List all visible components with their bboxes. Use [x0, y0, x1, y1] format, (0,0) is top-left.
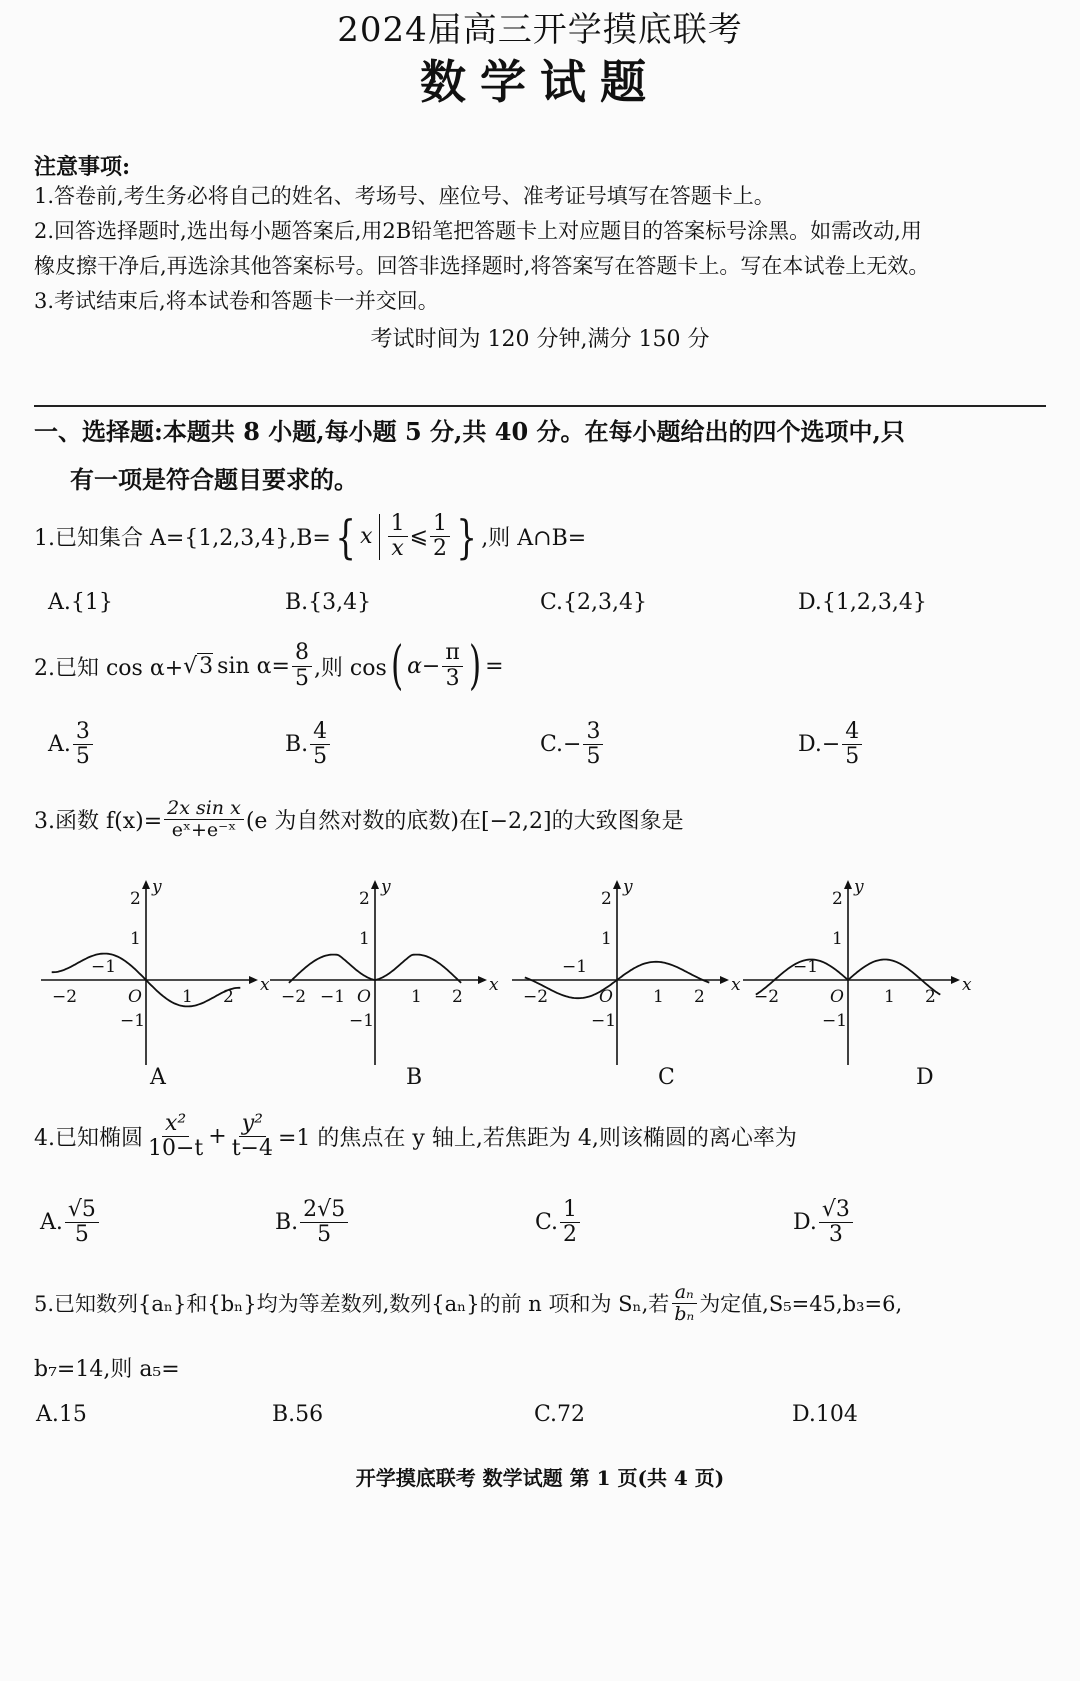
q2-d-frac: [842, 720, 862, 769]
q2-d-num: 4: [842, 720, 862, 745]
tick-x1-d: 1: [884, 987, 895, 1007]
q4-suffix: =1 的焦点在 y 轴上,若焦距为 4,则该椭圆的离心率为: [278, 1126, 797, 1152]
question-5-line-2: b₇=14,则 a₅=: [34, 1357, 180, 1382]
y-axis-label-d: y: [854, 877, 864, 897]
notes-heading: 注意事项:: [34, 154, 131, 180]
right-paren: ): [468, 636, 482, 696]
q2-a-frac: [73, 720, 93, 769]
tick-y2-c: 2: [601, 889, 612, 909]
q2-a-label: A.: [48, 732, 71, 758]
q5-option-c[interactable]: C.72: [534, 1402, 586, 1427]
q5-option-d[interactable]: D.104: [792, 1402, 858, 1427]
q4-c-den: 2: [563, 1222, 578, 1248]
tick-ym1-d: −1: [822, 1011, 848, 1031]
q3-frac: [164, 798, 244, 841]
q3-suffix: (e 为自然对数的底数)在[−2,2]的大致图象是: [245, 808, 684, 834]
exam-title: 2024届高三开学摸底联考: [337, 10, 743, 50]
x-axis-label-a: x: [260, 975, 270, 995]
q4-frac-2-den: t−4: [231, 1136, 273, 1162]
q2-b-den: 5: [313, 744, 328, 770]
q4-prefix: 4.已知椭圆: [34, 1126, 143, 1152]
origin-label-c: O: [599, 987, 613, 1007]
question-5: [34, 1282, 902, 1325]
q2-c-num: 3: [583, 720, 603, 745]
q4-a-frac: [65, 1198, 99, 1247]
note-line-1: 1.答卷前,考生务必将自己的姓名、考场号、座位号、准考证号填写在答题卡上。: [34, 184, 775, 208]
q4-b-label: B.: [275, 1210, 299, 1236]
q4-frac-2: [229, 1112, 276, 1161]
q4-a-label: A.: [40, 1210, 63, 1236]
q2-a-den: 5: [75, 744, 90, 770]
exam-time-line: 考试时间为 120 分钟,满分 150 分: [370, 327, 710, 352]
q4-frac-1-den: 10−t: [148, 1136, 204, 1162]
note-line-3: 橡皮擦干净后,再选涂其他答案标号。回答非选择题时,将答案写在答题卡上。写在本试卷上无效。: [34, 254, 930, 278]
q2-frac-num: 8: [292, 641, 312, 666]
section-heading-line-1: 一、选择题:本题共 8 小题,每小题 5 分,共 40 分。在每小题给出的四个选项中,只: [34, 417, 905, 446]
tick-xm1-a: −1: [91, 957, 117, 977]
q2-tail: =: [485, 653, 504, 679]
q4-plus: +: [208, 1124, 227, 1150]
q1-option-a[interactable]: A.{1}: [48, 590, 113, 615]
subject-title: 数学试题: [420, 55, 660, 109]
tick-ym1-c: −1: [591, 1011, 617, 1031]
question-1: [34, 509, 587, 564]
tick-xm2-b: −2: [281, 987, 307, 1007]
page-footer: 开学摸底联考 数学试题 第 1 页(共 4 页): [355, 1466, 725, 1490]
q2-option-d[interactable]: [798, 720, 864, 769]
q2-a-num: 3: [73, 720, 93, 745]
q3-frac-den: eˣ+e⁻ˣ: [171, 818, 237, 841]
tick-xm1-c: −1: [562, 957, 588, 977]
q4-option-c[interactable]: [535, 1198, 582, 1247]
q4-option-d[interactable]: [793, 1198, 855, 1247]
x-arrow-b: [478, 976, 487, 984]
tick-x2-b: 2: [452, 987, 463, 1007]
tick-x1-b: 1: [411, 987, 422, 1007]
q1-option-d[interactable]: D.{1,2,3,4}: [798, 590, 927, 615]
q4-a-den: 5: [74, 1222, 89, 1248]
q4-frac-1-num: x²: [162, 1112, 189, 1137]
y-arrow-c: [613, 880, 621, 889]
tick-xm2-c: −2: [523, 987, 549, 1007]
q4-a-num: √5: [65, 1198, 99, 1223]
q2-pi-frac: [442, 641, 462, 690]
note-line-4: 3.考试结束后,将本试卷和答题卡一并交回。: [34, 289, 439, 313]
q2-c-label: C.: [540, 732, 564, 758]
q2-b-num: 4: [310, 720, 330, 745]
section-heading-line-2: 有一项是符合题目要求的。: [70, 465, 358, 494]
graph-label-b[interactable]: B: [406, 1065, 423, 1090]
x-axis-label-d: x: [962, 975, 972, 995]
q4-b-den: 5: [317, 1222, 332, 1248]
graph-label-d[interactable]: D: [916, 1065, 934, 1090]
tick-x1-c: 1: [653, 987, 664, 1007]
y-arrow-a: [142, 880, 150, 889]
x-axis-label-b: x: [489, 975, 499, 995]
q4-d-label: D.: [793, 1210, 817, 1236]
tick-x2-a: 2: [223, 987, 234, 1007]
question-3: [34, 798, 684, 841]
q4-option-b[interactable]: [275, 1198, 350, 1247]
q1-prefix: 1.已知集合 A={1,2,3,4},B=: [34, 526, 331, 552]
tick-y1-a: 1: [130, 929, 141, 949]
tick-y1-b: 1: [359, 929, 370, 949]
q2-d-sign: −: [821, 732, 841, 758]
q4-frac-2-num: y²: [239, 1112, 266, 1137]
q2-b-frac: [310, 720, 330, 769]
q2-sqrt: 3: [199, 654, 214, 679]
x-axis-label-c: x: [731, 975, 741, 995]
q4-d-num: √3: [819, 1198, 853, 1223]
y-axis-label-b: y: [381, 877, 391, 897]
q1-frac-1: [388, 512, 408, 561]
tick-x1-a: 1: [182, 987, 193, 1007]
q4-c-frac: [560, 1198, 580, 1247]
q2-mid: sin α=: [217, 653, 290, 679]
right-brace: }: [456, 509, 477, 564]
q1-var-x: x: [360, 524, 373, 550]
q1-frac-1-num: 1: [388, 512, 408, 537]
tick-y2-b: 2: [359, 889, 370, 909]
q2-pi-num: π: [442, 641, 462, 666]
q1-frac-2-den: 2: [433, 536, 448, 562]
sqrt-sign: √: [183, 653, 198, 679]
q4-d-den: 3: [828, 1222, 843, 1248]
tick-y2-a: 2: [130, 889, 141, 909]
q1-frac-2-num: 1: [430, 512, 450, 537]
set-bar: [379, 514, 380, 560]
q2-frac: [292, 641, 312, 690]
origin-label-d: O: [830, 987, 844, 1007]
q3-frac-num: 2x sin x: [164, 798, 244, 820]
q2-d-label: D.: [798, 732, 822, 758]
q5-frac-num: aₙ: [672, 1282, 697, 1304]
q4-option-a[interactable]: [40, 1198, 101, 1247]
q2-b-label: B.: [285, 732, 309, 758]
q4-b-frac: [300, 1198, 348, 1247]
tick-x2-c: 2: [694, 987, 705, 1007]
q1-relation: ⩽: [409, 524, 429, 550]
q2-inner: α−: [407, 653, 441, 679]
q1-suffix: ,则 A∩B=: [481, 526, 587, 552]
q2-suffix: ,则 cos: [313, 655, 387, 681]
q1-frac-2: [430, 512, 450, 561]
graph-label-a[interactable]: A: [150, 1065, 166, 1090]
q4-d-frac: [819, 1198, 853, 1247]
tick-y1-c: 1: [601, 929, 612, 949]
question-2: [34, 636, 504, 696]
tick-x2-d: 2: [925, 987, 936, 1007]
y-arrow-d: [844, 880, 852, 889]
q1-option-c[interactable]: C.{2,3,4}: [540, 590, 648, 615]
q1-frac-1-den: x: [391, 536, 404, 562]
q1-option-b[interactable]: B.{3,4}: [285, 590, 372, 615]
q5-suffix: 为定值,S₅=45,b₃=6,: [699, 1292, 903, 1317]
y-axis-label-a: y: [152, 877, 162, 897]
tick-y2-d: 2: [832, 889, 843, 909]
q2-c-sign: −: [563, 732, 582, 758]
tick-xm1-d: −1: [793, 957, 819, 977]
q3-prefix: 3.函数 f(x)=: [34, 808, 163, 834]
tick-xm1-b: −1: [320, 987, 346, 1007]
q4-c-label: C.: [535, 1210, 559, 1236]
tick-y1-d: 1: [832, 929, 843, 949]
note-line-2: 2.回答选择题时,选出每小题答案后,用2B铅笔把答题卡上对应题目的答案标号涂黑。如需改动,用: [34, 219, 922, 243]
origin-label-a: O: [128, 987, 142, 1007]
tick-xm2-a: −2: [52, 987, 78, 1007]
q2-frac-den: 5: [294, 665, 309, 691]
y-arrow-b: [371, 880, 379, 889]
origin-label-b: O: [357, 987, 371, 1007]
y-axis-label-c: y: [623, 877, 633, 897]
q2-option-b[interactable]: [285, 720, 332, 769]
question-4: [34, 1112, 797, 1161]
x-arrow-a: [249, 976, 258, 984]
q5-option-b[interactable]: B.56: [272, 1402, 324, 1427]
q2-c-frac: [583, 720, 603, 769]
q2-d-den: 5: [845, 744, 860, 770]
q5-frac-den: bₙ: [674, 1302, 695, 1325]
q5-prefix: 5.已知数列{aₙ}和{bₙ}均为等差数列,数列{aₙ}的前 n 项和为 Sₙ,若: [34, 1292, 670, 1317]
q4-b-num: 2√5: [300, 1198, 348, 1223]
q2-pi-den: 3: [445, 665, 460, 691]
q4-frac-1: [145, 1112, 206, 1161]
tick-xm2-d: −2: [754, 987, 780, 1007]
q2-c-den: 5: [586, 744, 601, 770]
divider: [34, 405, 1046, 407]
q5-option-a[interactable]: A.15: [36, 1402, 87, 1427]
tick-ym1-b: −1: [349, 1011, 375, 1031]
q2-option-c[interactable]: [540, 720, 605, 769]
tick-ym1-a: −1: [120, 1011, 146, 1031]
graph-label-c[interactable]: C: [658, 1065, 675, 1090]
x-arrow-c: [720, 976, 729, 984]
x-arrow-d: [951, 976, 960, 984]
q5-frac: [671, 1282, 697, 1325]
q2-option-a[interactable]: [48, 720, 95, 769]
left-paren: (: [390, 636, 404, 696]
left-brace: {: [335, 509, 356, 564]
q2-prefix: 2.已知 cos α+: [34, 655, 184, 681]
q4-c-num: 1: [560, 1198, 580, 1223]
